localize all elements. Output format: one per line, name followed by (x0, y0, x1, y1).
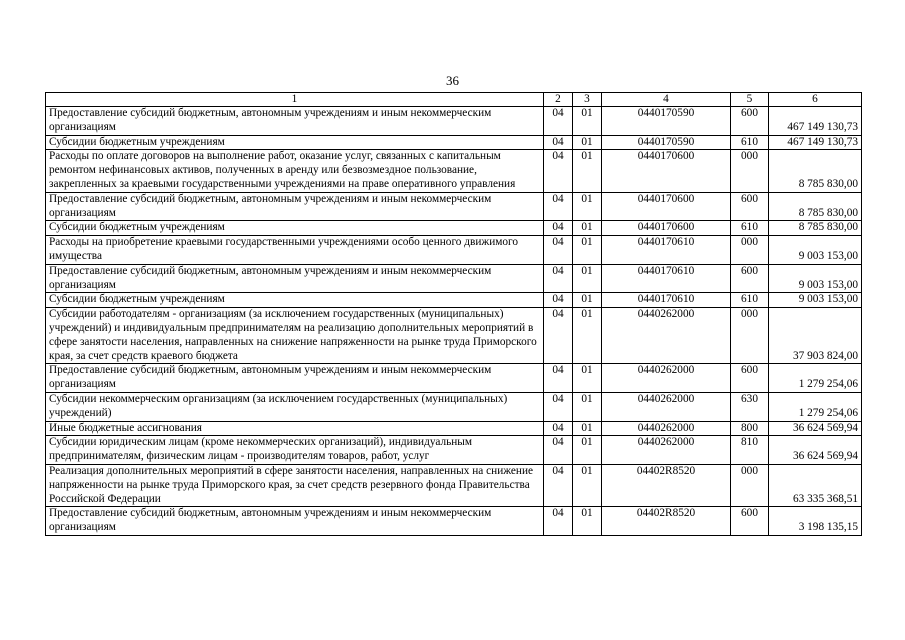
row-section: 04 (544, 192, 573, 221)
row-name: Субсидии бюджетным учреждениям (46, 221, 544, 236)
row-amount: 36 624 569,94 (769, 421, 862, 436)
table-row (46, 421, 862, 436)
row-amount: 1 279 254,06 (769, 364, 862, 393)
row-expense-type: 000 (731, 236, 769, 265)
row-section: 04 (544, 135, 573, 150)
row-name: Иные бюджетные ассигнования (46, 421, 544, 436)
row-section: 04 (544, 308, 573, 364)
row-target-code: 0440262000 (602, 308, 731, 364)
row-expense-type: 800 (731, 421, 769, 436)
table-row (46, 236, 862, 265)
row-target-code: 0440262000 (602, 421, 731, 436)
row-subsection: 01 (573, 364, 602, 393)
row-target-code: 0440170590 (602, 107, 731, 136)
row-amount: 9 003 153,00 (769, 236, 862, 265)
row-target-code: 0440262000 (602, 364, 731, 393)
header-row (46, 93, 862, 107)
header-col-4: 4 (602, 93, 731, 107)
row-section: 04 (544, 107, 573, 136)
row-subsection: 01 (573, 436, 602, 465)
row-name: Субсидии бюджетным учреждениям (46, 293, 544, 308)
row-amount: 467 149 130,73 (769, 107, 862, 136)
row-section: 04 (544, 221, 573, 236)
row-expense-type: 000 (731, 308, 769, 364)
row-amount: 63 335 368,51 (769, 464, 862, 506)
header-col-5: 5 (731, 93, 769, 107)
row-target-code: 0440170590 (602, 135, 731, 150)
row-amount: 9 003 153,00 (769, 293, 862, 308)
row-section: 04 (544, 392, 573, 421)
row-subsection: 01 (573, 293, 602, 308)
row-expense-type: 810 (731, 436, 769, 465)
table-row (46, 436, 862, 465)
row-expense-type: 610 (731, 293, 769, 308)
row-subsection: 01 (573, 221, 602, 236)
row-name: Расходы на приобретение краевыми государственными учреждениями особо ценного движимого имущества (46, 236, 544, 265)
row-section: 04 (544, 436, 573, 465)
row-subsection: 01 (573, 264, 602, 293)
row-target-code: 04402R8520 (602, 507, 731, 536)
row-expense-type: 600 (731, 264, 769, 293)
table-row (46, 135, 862, 150)
table-row (46, 364, 862, 393)
header-col-1: 1 (46, 93, 544, 107)
row-target-code: 0440170610 (602, 236, 731, 265)
row-amount: 37 903 824,00 (769, 308, 862, 364)
row-section: 04 (544, 236, 573, 265)
row-name: Предоставление субсидий бюджетным, автономным учреждениям и иным некоммерческим организациям (46, 364, 544, 393)
table-row (46, 107, 862, 136)
row-subsection: 01 (573, 308, 602, 364)
row-subsection: 01 (573, 236, 602, 265)
row-section: 04 (544, 464, 573, 506)
table-row (46, 264, 862, 293)
header-col-6: 6 (769, 93, 862, 107)
budget-table (45, 92, 862, 536)
page-number: 36 (446, 73, 459, 88)
row-expense-type: 600 (731, 364, 769, 393)
row-subsection: 01 (573, 192, 602, 221)
row-amount: 36 624 569,94 (769, 436, 862, 465)
row-target-code: 0440170600 (602, 150, 731, 192)
row-subsection: 01 (573, 507, 602, 536)
table-row (46, 507, 862, 536)
row-subsection: 01 (573, 421, 602, 436)
row-name: Субсидии работодателям - организациям (за исключением государственных (муниципальных) учреждений) и индивидуальным предпринимателям на реализацию дополнительных мероприятий в сфере занятости населения, направленных на снижение напряженности на рынке труда Приморского края, за счет средств краевого бюджета (46, 308, 544, 364)
table-row (46, 308, 862, 364)
table-row (46, 464, 862, 506)
row-name: Субсидии некоммерческим организациям (за исключением государственных (муниципальных) учреждений) (46, 392, 544, 421)
row-expense-type: 610 (731, 221, 769, 236)
row-expense-type: 600 (731, 192, 769, 221)
table-row (46, 192, 862, 221)
row-name: Предоставление субсидий бюджетным, автономным учреждениям и иным некоммерческим организациям (46, 264, 544, 293)
row-target-code: 0440262000 (602, 436, 731, 465)
table-row (46, 221, 862, 236)
row-name: Предоставление субсидий бюджетным, автономным учреждениям и иным некоммерческим организациям (46, 507, 544, 536)
row-name: Реализация дополнительных мероприятий в сфере занятости населения, направленных на снижение напряженности на рынке труда Приморского края, за счет средств резервного фонда Правительства Российской Федерации (46, 464, 544, 506)
header-col-3: 3 (573, 93, 602, 107)
row-target-code: 0440262000 (602, 392, 731, 421)
row-amount: 1 279 254,06 (769, 392, 862, 421)
row-amount: 467 149 130,73 (769, 135, 862, 150)
row-subsection: 01 (573, 150, 602, 192)
row-expense-type: 610 (731, 135, 769, 150)
header-col-2: 2 (544, 93, 573, 107)
row-section: 04 (544, 150, 573, 192)
row-amount: 8 785 830,00 (769, 221, 862, 236)
row-section: 04 (544, 364, 573, 393)
row-amount: 9 003 153,00 (769, 264, 862, 293)
row-target-code: 0440170600 (602, 221, 731, 236)
row-expense-type: 600 (731, 107, 769, 136)
row-name: Расходы по оплате договоров на выполнение работ, оказание услуг, связанных с капитальным ремонтом нефинансовых активов, полученных в аренду или безвозмездное пользование, закрепленных за краевыми государственными учреждениями на праве оперативного управления (46, 150, 544, 192)
table-row (46, 293, 862, 308)
row-target-code: 0440170600 (602, 192, 731, 221)
row-section: 04 (544, 421, 573, 436)
table-row (46, 392, 862, 421)
row-name: Предоставление субсидий бюджетным, автономным учреждениям и иным некоммерческим организациям (46, 107, 544, 136)
row-expense-type: 600 (731, 507, 769, 536)
row-subsection: 01 (573, 392, 602, 421)
row-expense-type: 000 (731, 150, 769, 192)
row-section: 04 (544, 264, 573, 293)
row-target-code: 0440170610 (602, 264, 731, 293)
row-target-code: 0440170610 (602, 293, 731, 308)
row-name: Предоставление субсидий бюджетным, автономным учреждениям и иным некоммерческим организациям (46, 192, 544, 221)
row-expense-type: 630 (731, 392, 769, 421)
row-amount: 3 198 135,15 (769, 507, 862, 536)
row-expense-type: 000 (731, 464, 769, 506)
row-subsection: 01 (573, 464, 602, 506)
row-section: 04 (544, 293, 573, 308)
row-name: Субсидии бюджетным учреждениям (46, 135, 544, 150)
row-amount: 8 785 830,00 (769, 192, 862, 221)
row-section: 04 (544, 507, 573, 536)
table-row (46, 150, 862, 192)
row-subsection: 01 (573, 107, 602, 136)
row-amount: 8 785 830,00 (769, 150, 862, 192)
row-subsection: 01 (573, 135, 602, 150)
row-target-code: 04402R8520 (602, 464, 731, 506)
row-name: Субсидии юридическим лицам (кроме некоммерческих организаций), индивидуальным предпринимателям, физическим лицам - производителям товаров, работ, услуг (46, 436, 544, 465)
